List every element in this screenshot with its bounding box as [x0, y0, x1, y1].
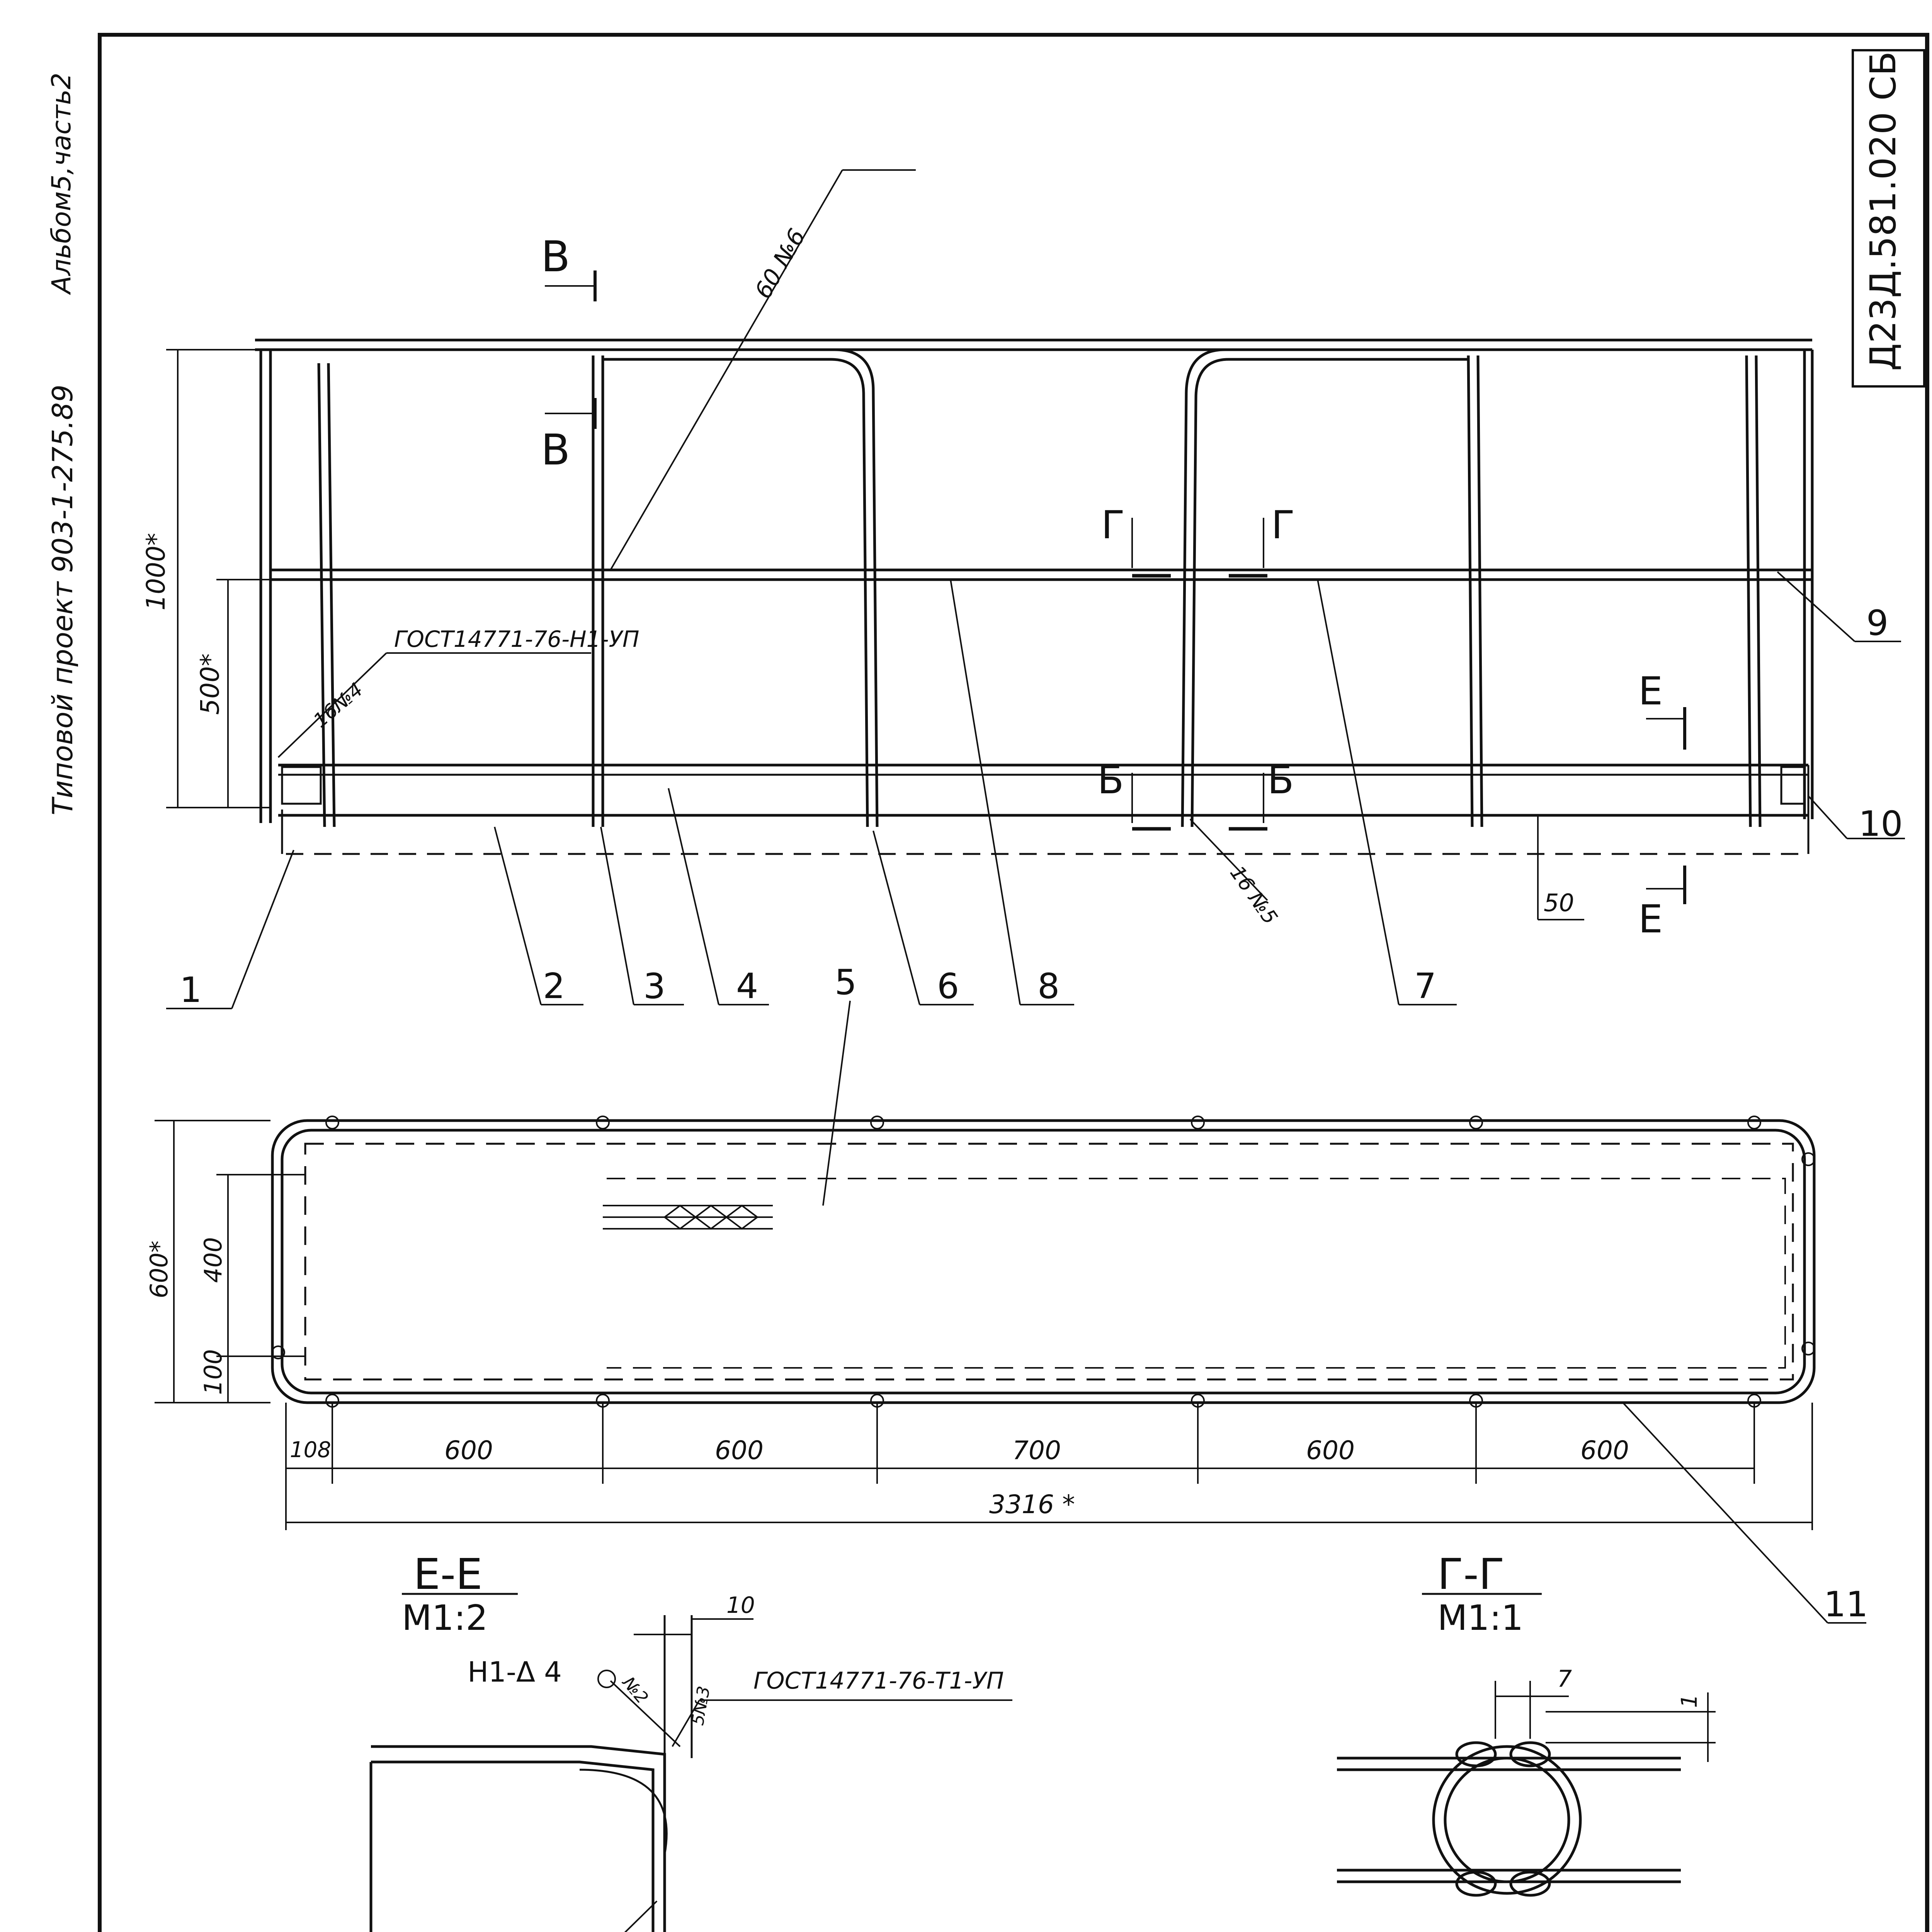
- plan-view: [272, 1001, 1815, 1407]
- plan-dim-400: 400: [199, 1237, 227, 1283]
- plan-dim-600-b: 600: [715, 1435, 764, 1465]
- section-gg-dim1: 7: [1557, 1665, 1572, 1692]
- section-mark-g-right: Г: [1271, 502, 1295, 548]
- weld-note-left-gost: ГОСТ14771-76-Н1-УП: [394, 626, 639, 652]
- plan-dim-100: 100: [199, 1349, 227, 1395]
- section-gg-scale: М1:1: [1437, 1598, 1524, 1638]
- mesh-symbol: [603, 1206, 773, 1229]
- callout-10: 10: [1859, 804, 1903, 844]
- weld-note-top: 60 №6: [750, 224, 811, 303]
- plan-dim-600-c: 600: [1306, 1435, 1355, 1465]
- weld-note-left-size: 16№4: [309, 678, 367, 732]
- callout-5: 5: [835, 962, 857, 1003]
- plan-dim-overall: 3316 *: [989, 1490, 1075, 1519]
- plan-dim-108: 108: [290, 1437, 331, 1463]
- section-mark-v-bottom: В: [541, 425, 570, 474]
- plan-dim-600-a: 600: [444, 1435, 493, 1465]
- callout-3: 3: [643, 966, 666, 1007]
- section-ee-weld2-no: 5№3: [688, 1684, 714, 1727]
- section-mark-b-right: Б: [1267, 757, 1294, 803]
- section-ee: [325, 1615, 1012, 1932]
- section-mark-b-left: Б: [1097, 757, 1124, 803]
- plan-dim-600-vertical: 600*: [145, 1240, 173, 1298]
- dim-500: 500*: [195, 653, 225, 715]
- callout-1: 1: [180, 970, 202, 1010]
- callout-7: 7: [1414, 966, 1437, 1007]
- callout-11: 11: [1824, 1584, 1868, 1625]
- section-ee-weld1: Н1-Δ 4: [468, 1656, 562, 1688]
- project-label: Типовой проект 903-1-275.89: [46, 384, 79, 815]
- doc-code-vertical: Д23Д.581.020 СБ: [1862, 51, 1904, 371]
- section-mark-e-bottom: Е: [1638, 896, 1663, 942]
- inner-frame: [100, 35, 1927, 1932]
- dim-1000: 1000*: [141, 533, 171, 611]
- section-mark-e-top: Е: [1638, 668, 1663, 714]
- plan-dim-700: 700: [1012, 1435, 1061, 1465]
- section-mark-g-left: Г: [1101, 502, 1125, 548]
- callout-6: 6: [937, 966, 959, 1007]
- front-dims: [166, 170, 1905, 1009]
- callout-4: 4: [736, 966, 759, 1007]
- section-gg-dim2: 1: [1677, 1694, 1702, 1708]
- callout-8: 8: [1037, 966, 1060, 1007]
- section-gg: [1337, 1681, 1716, 1895]
- section-mark-v-top: В: [541, 232, 570, 281]
- section-ee-dim: 10: [726, 1592, 755, 1618]
- callout-9: 9: [1866, 603, 1889, 643]
- section-gg-title: Г-Г: [1437, 1549, 1505, 1599]
- plan-dims: [155, 1121, 1866, 1623]
- section-ee-weld1-no: №2: [618, 1673, 652, 1708]
- weld-note-bottom: 16 №5: [1225, 862, 1282, 929]
- callout-2: 2: [543, 966, 565, 1007]
- plan-dim-600-d: 600: [1580, 1435, 1629, 1465]
- section-ee-title: Е-Е: [413, 1549, 483, 1599]
- section-ee-scale: М1:2: [402, 1598, 488, 1638]
- front-view: [255, 340, 1812, 854]
- section-ee-gost: ГОСТ14771-76-Т1-УП: [753, 1667, 1004, 1694]
- album-label: Альбом5,часть2: [46, 73, 77, 294]
- dim-50: 50: [1544, 889, 1574, 917]
